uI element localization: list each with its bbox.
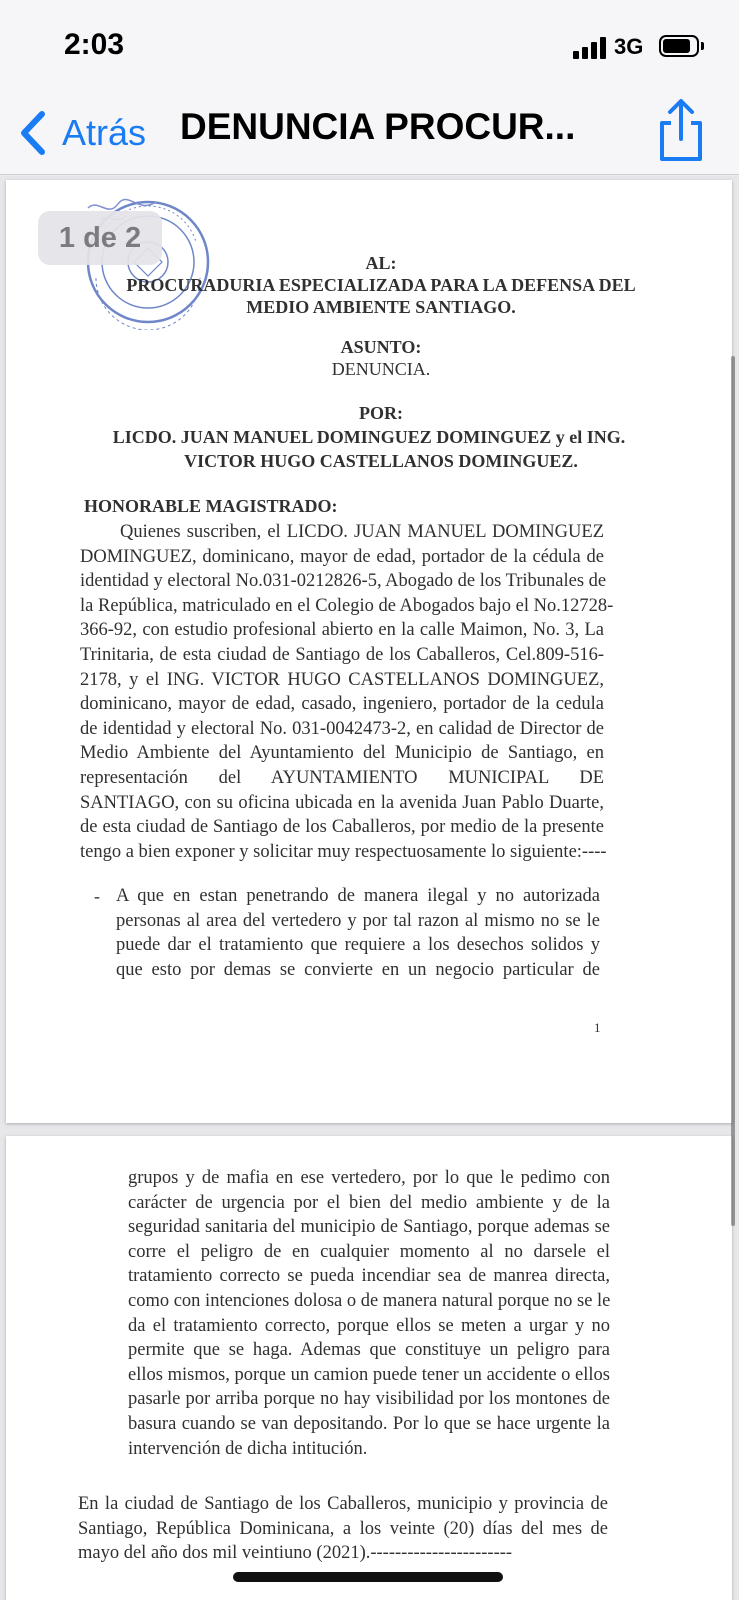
page2-line: carácter de urgencia por el bien del medio ambiente y de la — [128, 1192, 610, 1213]
network-type: 3G — [614, 34, 644, 59]
page2-line: basura cuando se van depositando. Por lo que se hace urgente la — [128, 1413, 610, 1434]
back-button[interactable] — [14, 103, 146, 163]
back-label: Atrás — [62, 112, 147, 153]
bullet-marker: - — [94, 886, 100, 906]
body-line: Medio Ambiente del Ayuntamiento del Municipio de Santiago, en — [80, 743, 604, 764]
page2-line: da el tratamiento correcto, porque ellos se meten a urgar y no — [128, 1315, 610, 1336]
page2-line: permite que se haga. Ademas que constituye un peligro para — [128, 1340, 610, 1361]
pdf-viewer[interactable] — [0, 176, 739, 1600]
scroll-indicator[interactable] — [731, 356, 735, 1226]
status-time: 2:03 — [64, 28, 125, 61]
page2-line: tratamiento correcto se pueda incendiar sea de manrea directa, — [128, 1266, 610, 1287]
subject-value: DENUNCIA. — [331, 359, 431, 379]
page-indicator: 1 de 2 — [38, 211, 162, 265]
body-line: identidad y electoral No.031-0212826-5, Abogado de los Tribunales de — [80, 571, 607, 592]
page2-line: pasarle por arriba porque no hay visibilidad por los montones de — [128, 1389, 610, 1410]
page2-line: grupos y de mafia en ese vertedero, por lo que le pedimo con — [128, 1168, 610, 1188]
bullet-line: puede dar el tratamiento que requiere a los desechos solidos y — [116, 935, 600, 956]
navigation-bar — [0, 95, 739, 175]
status-bar — [0, 0, 739, 95]
body-line: SANTIAGO, con su oficina ubicada en la avenida Juan Pablo Duarte, — [80, 792, 604, 813]
page2-paragraph — [128, 1166, 610, 1461]
document-title: DENUNCIA PROCUR... — [180, 106, 576, 147]
cellular-signal-icon — [573, 37, 607, 59]
body-line: tengo a bien exponer y solicitar muy respectuosamente lo siguiente:---- — [80, 841, 607, 862]
bullet-line: A que en estan penetrando de manera ilegal y no autorizada — [116, 886, 600, 906]
by-line-2: VICTOR HUGO CASTELLANOS DOMINGUEZ. — [184, 451, 578, 471]
body-line: de identidad y electoral No. 031-0042473-2, en calidad de Director de — [80, 718, 604, 739]
document-page-1 — [6, 180, 732, 1123]
body-line: Quienes suscriben, el LICDO. JUAN MANUEL DOMINGUEZ — [120, 522, 604, 542]
recipient-line-1: PROCURADURIA ESPECIALIZADA PARA LA DEFENSA DEL — [126, 275, 636, 295]
closing-line: En la ciudad de Santiago de los Caballeros, municipio y provincia de — [78, 1494, 608, 1514]
bullet-line: personas al area del vertedero y por tal razon al mismo no se le — [116, 910, 600, 931]
body-line: la República, matriculado en el Colegio de Abogados bajo el No.12728- — [80, 595, 614, 616]
closing-line: Santiago, República Dominicana, a los veinte (20) días del mes de — [78, 1518, 608, 1539]
body-paragraph — [80, 520, 614, 864]
body-line: 366-92, con estudio profesional abierto en la calle Maimon, No. 3, La — [80, 620, 604, 641]
bullet-paragraph — [116, 884, 600, 982]
body-line: Trinitaria, de esta ciudad de Santiago de los Caballeros, Cel.809-516- — [80, 644, 604, 665]
bullet-line: que esto por demas se convierte en un negocio particular de — [116, 959, 600, 980]
recipient-line-2: MEDIO AMBIENTE SANTIAGO. — [246, 297, 516, 317]
page2-line: como con intenciones dolosa o de manera natural porque no se le — [128, 1290, 611, 1311]
salutation: HONORABLE MAGISTRADO: — [84, 496, 338, 516]
page2-line: ellos mismos, porque un camion puede tener un accidente o ellos — [128, 1364, 610, 1385]
closing-paragraph — [78, 1492, 608, 1566]
document-page-2 — [6, 1136, 732, 1600]
recipient-label: AL: — [365, 253, 397, 273]
battery-cap — [701, 42, 704, 50]
closing-line: mayo del año dos mil veintiuno (2021).----------------------- — [78, 1543, 513, 1564]
page2-line: seguridad sanitaria del municipio de Santiago, porque ademas se — [128, 1217, 610, 1238]
page2-line: corre el peligro de en cualquier momento al no darsele el — [128, 1241, 610, 1262]
subject-label: ASUNTO: — [340, 337, 422, 357]
chevron-left-icon — [14, 108, 54, 158]
home-indicator[interactable] — [233, 1572, 503, 1582]
by-line-1: LICDO. JUAN MANUEL DOMINGUEZ DOMINGUEZ y el ING. — [112, 427, 626, 447]
body-line: de esta ciudad de Santiago de los Caballeros, por medio de la presente — [80, 817, 604, 838]
by-label: POR: — [359, 403, 403, 423]
battery-icon — [659, 35, 699, 57]
page2-line: intervención de dicha intitución. — [128, 1438, 368, 1459]
body-line: representación del AYUNTAMIENTO MUNICIPAL DE — [80, 767, 604, 788]
body-line: DOMINGUEZ, dominicano, mayor de edad, portador de la cédula de — [80, 546, 604, 567]
page-number: 1 — [594, 1020, 601, 1035]
body-line: 2178, y el ING. VICTOR HUGO CASTELLANOS DOMINGUEZ, — [80, 669, 604, 690]
share-icon[interactable] — [654, 97, 708, 165]
body-line: dominicano, mayor de edad, casado, ingeniero, portador de la cedula — [80, 694, 604, 715]
